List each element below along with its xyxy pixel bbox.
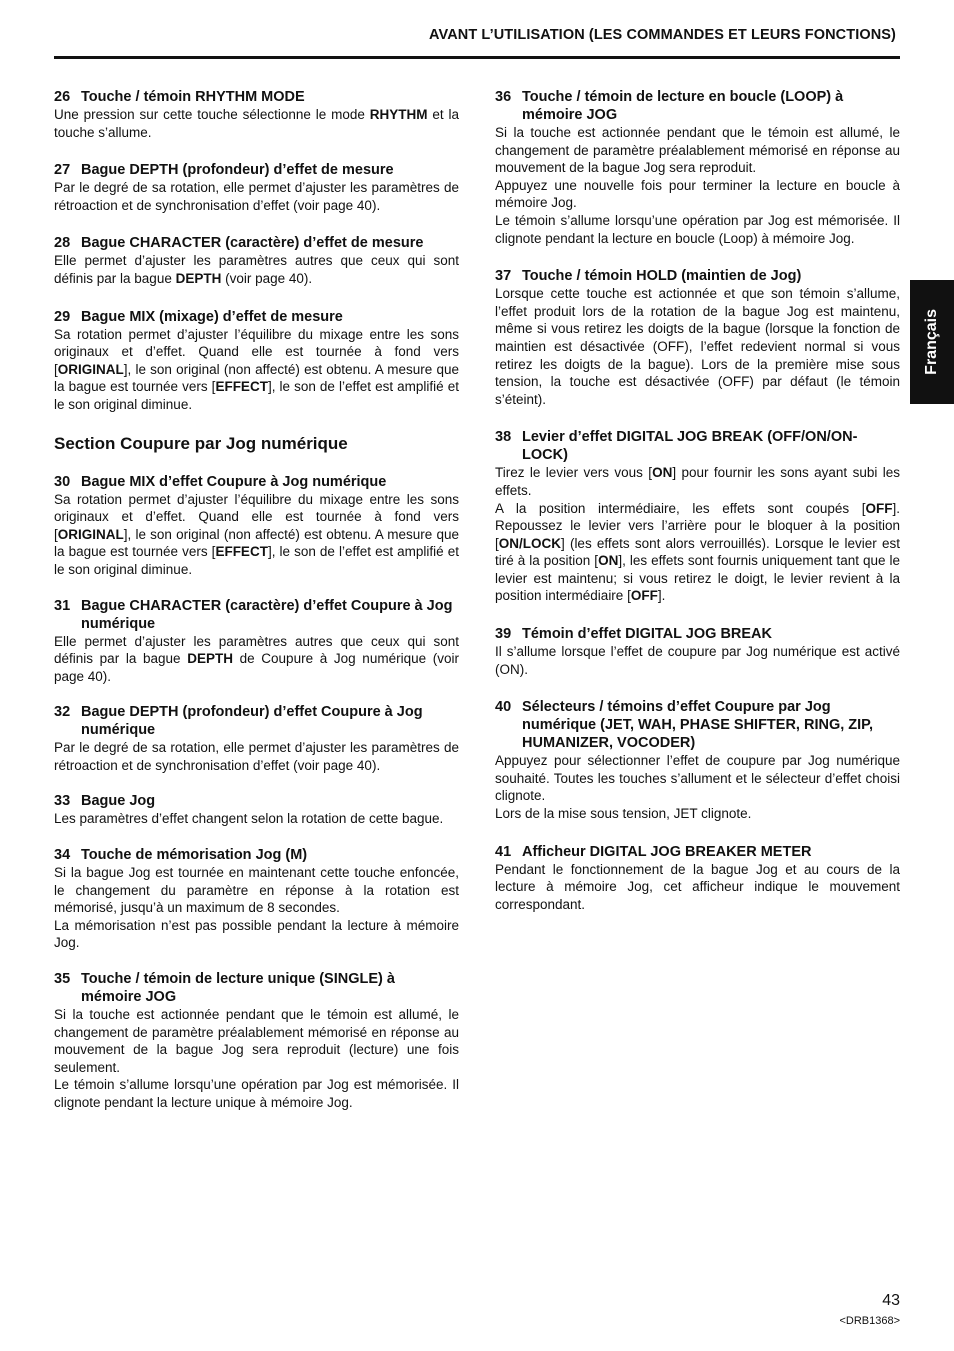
- item-title: Témoin d’effet DIGITAL JOG BREAK: [522, 626, 773, 643]
- item-body: Il s’allume lorsque l’effet de coupure par Jog numérique est activé (ON).: [495, 644, 900, 677]
- item-title: Bague CHARACTER (caractère) d’effet Coupure à Jog numérique: [81, 597, 453, 632]
- item-32: [54, 703, 459, 774]
- text: et la touche s’allume.: [54, 107, 459, 140]
- item-number: 37: [495, 268, 512, 285]
- item-number: 40: [495, 699, 512, 716]
- paragraph: [495, 500, 900, 606]
- item-number: 29: [54, 308, 71, 325]
- text: Elle permet d’ajuster les paramètres autres que ceux qui sont définis par la bague: [54, 253, 459, 286]
- item-40: [495, 698, 900, 822]
- item-body: [54, 633, 459, 686]
- item-title: Afficheur DIGITAL JOG BREAKER METER: [522, 843, 812, 860]
- item-heading: [54, 234, 459, 252]
- bold-term: ON/LOCK: [498, 535, 562, 551]
- paragraph: Le témoin s’allume lorsqu’une opération par Jog est mémorisée. Il clignote pendant la lecture unique à mémoire Jog.: [54, 1077, 459, 1110]
- item-body: Par le degré de sa rotation, elle permet d’ajuster les paramètres de rétroaction et de synchronisation d’effet (voir page 40).: [54, 180, 459, 213]
- item-37: [495, 267, 900, 408]
- item-heading: [54, 308, 459, 326]
- item-body: Pendant le fonctionnement de la bague Jog et au cours de la lecture à mémoire Jog, cet afficheur indique le mouvement correspondant.: [495, 861, 900, 912]
- item-number: 32: [54, 704, 71, 721]
- item-41: [495, 843, 900, 914]
- item-title: Bague MIX (mixage) d’effet de mesure: [81, 308, 343, 325]
- item-31: [54, 597, 459, 686]
- paragraph: Appuyez pour sélectionner l’effet de coupure par Jog numérique souhaité. Toutes les touches s’allument et le sélecteur d’effet choisi clignote.: [495, 753, 900, 804]
- item-body: [54, 106, 459, 141]
- item-body: [54, 252, 459, 287]
- item-number: 39: [495, 626, 512, 643]
- item-heading: [54, 703, 459, 739]
- item-title: Touche / témoin de lecture en boucle (LOOP) à mémoire JOG: [522, 89, 844, 123]
- item-38: [495, 428, 900, 605]
- item-body: Lorsque cette touche est actionnée et que son témoin s’allume, l’effet produit lors de la rotation de la bague Jog est maintenu, même si vous retirez les doigts de la bague (lorsque la fonction de maintien est désactivée (OFF), l’effet redevient normal si vous retirez les doigts de la bague). Lors de la première mise sous tension, la touche est désactivée (OFF) par défaut (le témoin s’éteint).: [495, 286, 900, 407]
- item-title: Bague Jog: [81, 793, 156, 810]
- right-column: [495, 88, 900, 933]
- text: ], le son de l’effet est amplifié et le son original diminue.: [54, 379, 459, 412]
- item-33: [54, 792, 459, 828]
- item-number: 38: [495, 429, 512, 446]
- item-heading: [495, 625, 900, 643]
- item-title: Touche / témoin de lecture unique (SINGLE) à mémoire JOG: [81, 971, 395, 1006]
- item-heading: [495, 88, 900, 124]
- bold-term: ORIGINAL: [57, 526, 124, 542]
- item-body: [495, 464, 900, 605]
- item-number: 30: [54, 473, 71, 490]
- paragraph: Le témoin s’allume lorsqu’une opération par Jog est mémorisée. Il clignote pendant la lecture en boucle (Loop) à mémoire Jog.: [495, 212, 900, 246]
- header-rule: [54, 56, 900, 59]
- text: de Coupure à Jog numérique (voir page 40).: [54, 651, 459, 684]
- paragraph: Si la touche est actionnée pendant que le témoin est allumé, le changement de paramètre préalablement mémorisé en réponse au mouvement de la bague Jog sera reproduit (lecture) une fois seulement.: [54, 1007, 459, 1075]
- item-39: [495, 625, 900, 678]
- item-heading: [495, 698, 900, 752]
- item-heading: [54, 473, 459, 491]
- item-title: Bague CHARACTER (caractère) d’effet de mesure: [81, 235, 424, 252]
- paragraph: Appuyez une nouvelle fois pour terminer la lecture en boucle à mémoire Jog.: [495, 177, 900, 211]
- item-number: 35: [54, 971, 71, 988]
- paragraph: [495, 464, 900, 499]
- item-number: 36: [495, 89, 512, 105]
- bold-term: OFF: [865, 500, 893, 516]
- text: (voir page 40).: [221, 270, 313, 286]
- item-body: [495, 124, 900, 247]
- text: ], le son original (non affecté) est obtenu. A mesure que la bague est tournée vers [: [54, 361, 459, 395]
- item-heading: [495, 267, 900, 285]
- item-heading: [54, 161, 459, 179]
- item-heading: [54, 970, 459, 1006]
- paragraph: Si la touche est actionnée pendant que le témoin est allumé, le changement de paramètre préalablement mémorisé en réponse au mouvement de la bague Jog sera reproduit.: [495, 125, 900, 176]
- paragraph: Si la bague Jog est tournée en maintenant cette touche enfoncée, le changement du paramètre en réponse à la rotation est mémorisé, jusqu’à un maximum de 8 secondes.: [54, 865, 459, 916]
- left-column: [54, 88, 459, 1130]
- text: A la position intermédiaire, les effets sont coupés [: [495, 500, 866, 516]
- item-title: Touche / témoin RHYTHM MODE: [81, 89, 305, 105]
- item-body: [54, 326, 459, 414]
- item-number: 27: [54, 162, 71, 179]
- item-heading: [495, 428, 900, 464]
- item-title: Bague DEPTH (profondeur) d’effet de mesure: [81, 162, 394, 179]
- item-number: 28: [54, 235, 71, 252]
- page-header: AVANT L’UTILISATION (LES COMMANDES ET LEURS FONCTIONS): [429, 27, 896, 43]
- text: ], les effets sont fournis uniquement tant que le levier est maintenu; si vous retirez le doigt, le levier revient à la position intermédiaire [: [495, 553, 900, 604]
- item-title: Bague MIX d’effet Coupure à Jog numérique: [81, 473, 387, 490]
- item-number: 41: [495, 843, 512, 860]
- section-title: Section Coupure par Jog numérique: [54, 433, 348, 453]
- item-29: [54, 308, 459, 414]
- page-number: 43: [882, 1292, 900, 1309]
- item-number: 34: [54, 847, 71, 864]
- item-title: Sélecteurs / témoins d’effet Coupure par Jog numérique (JET, WAH, PHASE SHIFTER, RING, ZIP, HUMANIZER, VOCODER): [522, 699, 874, 752]
- bold-term: ORIGINAL: [57, 361, 124, 377]
- item-27: [54, 161, 459, 214]
- document-code: <DRB1368>: [839, 1315, 900, 1327]
- text: Sa rotation permet d’ajuster l’équilibre du mixage entre les sons originaux et d’effet. Quand elle est tournée à fond vers [: [54, 326, 459, 377]
- item-heading: [54, 846, 459, 864]
- item-title: Touche de mémorisation Jog (M): [81, 847, 308, 864]
- item-number: 31: [54, 597, 71, 614]
- bold-term: ON: [598, 553, 619, 569]
- item-body: [54, 864, 459, 952]
- bold-term: EFFECT: [215, 379, 268, 395]
- text: Elle permet d’ajuster les paramètres autres que ceux qui sont définis par la bague: [54, 633, 459, 667]
- bold-term: OFF: [630, 588, 658, 604]
- item-number: 26: [54, 89, 71, 105]
- item-heading: [54, 792, 459, 810]
- item-heading: [495, 843, 900, 861]
- text: ], le son original (non affecté) est obtenu. A mesure que la bague est tournée vers [: [54, 526, 459, 560]
- item-heading: [54, 597, 459, 633]
- item-body: [495, 752, 900, 822]
- item-body: Les paramètres d’effet changent selon la rotation de cette bague.: [54, 811, 444, 827]
- text: ]. Repoussez le levier vers l’arrière pour le bloquer à la position [: [495, 500, 900, 551]
- item-body: [54, 1006, 459, 1112]
- language-tab: [910, 280, 954, 404]
- item-number: 33: [54, 793, 71, 810]
- paragraph: La mémorisation n’est pas possible pendant la lecture à mémoire Jog.: [54, 917, 459, 951]
- item-26: [54, 88, 459, 141]
- text: ], le son de l’effet est amplifié et le son original diminue.: [54, 544, 459, 577]
- bold-term: EFFECT: [215, 544, 268, 560]
- item-title: Touche / témoin HOLD (maintien de Jog): [522, 268, 802, 285]
- item-title: Bague DEPTH (profondeur) d’effet Coupure à Jog numérique: [81, 704, 423, 739]
- item-heading: [54, 88, 459, 106]
- text: Sa rotation permet d’ajuster l’équilibre du mixage entre les sons originaux et d’effet. Quand elle est tournée à fond vers [: [54, 491, 459, 542]
- item-35: [54, 970, 459, 1112]
- item-28: [54, 234, 459, 287]
- paragraph: Lors de la mise sous tension, JET clignote.: [495, 806, 752, 822]
- language-tab-label: Français: [923, 309, 940, 375]
- bold-term: DEPTH: [187, 651, 233, 667]
- text: ] pour fournir les sons ayant subi les effets.: [495, 465, 900, 498]
- item-34: [54, 846, 459, 952]
- bold-term: RHYTHM: [369, 107, 428, 122]
- item-body: Par le degré de sa rotation, elle permet d’ajuster les paramètres de rétroaction et de synchronisation d’effet (voir page 40).: [54, 740, 459, 773]
- text: Tirez le levier vers vous [: [495, 465, 653, 481]
- item-body: [54, 491, 459, 579]
- bold-term: DEPTH: [175, 270, 222, 286]
- item-30: [54, 473, 459, 579]
- item-title: Levier d’effet DIGITAL JOG BREAK (OFF/ON/ON-LOCK): [522, 429, 858, 464]
- bold-term: ON: [652, 465, 673, 481]
- item-36: [495, 88, 900, 247]
- text: Une pression sur cette touche sélectionne le mode: [54, 107, 370, 122]
- text: ] (les effets sont alors verrouillés). Lorsque le levier est tiré à la position [: [495, 535, 900, 569]
- text: ].: [657, 588, 666, 604]
